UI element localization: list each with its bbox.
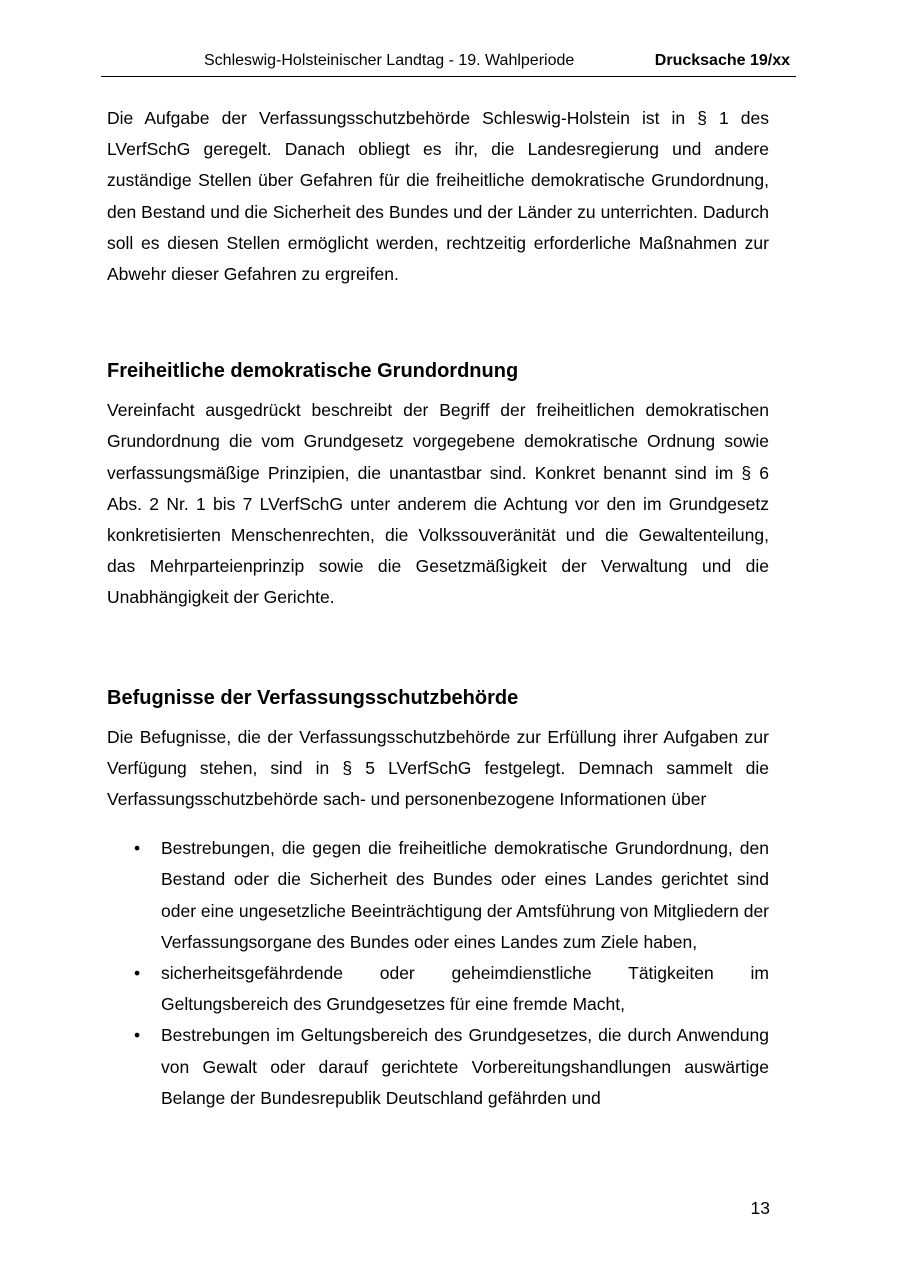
section-heading-befugnisse: Befugnisse der Verfassungsschutzbehörde xyxy=(107,686,519,709)
header-title: Schleswig-Holsteinischer Landtag - 19. Wahlperiode xyxy=(204,52,575,69)
list-item xyxy=(107,1020,769,1114)
document-body xyxy=(107,103,769,1114)
document-number: Drucksache 19/xx xyxy=(654,52,790,69)
list-item-text: Bestrebungen im Geltungsbereich des Grundgesetzes, die durch Anwendung von Gewalt oder darauf gerichtete Vorbereitungshandlungen auswärtige Belange der Bundesrepublik Deutschland gefährden und xyxy=(161,1025,769,1108)
list-item xyxy=(107,958,769,1020)
bullet-icon: • xyxy=(134,963,141,984)
section-paragraph-befugnisse: Die Befugnisse, die der Verfassungsschutzbehörde zur Erfüllung ihrer Aufgaben zur Verfügung stehen, sind in § 5 LVerfSchG festgelegt. Demnach sammelt die Verfassungsschutzbehörde sach- und personenbezogene Informationen über xyxy=(107,726,769,810)
bullet-list xyxy=(107,833,769,1114)
page-number: 13 xyxy=(750,1198,770,1218)
bullet-icon: • xyxy=(134,1025,141,1046)
list-item xyxy=(107,833,769,958)
list-item-text: Bestrebungen, die gegen die freiheitliche demokratische Grundordnung, den Bestand oder die Sicherheit des Bundes oder eines Landes gerichtet sind oder eine ungesetzliche Beeinträchtigung der Amtsführung von Mitgliedern der Verfassungsorgane des Bundes oder eines Landes zum Ziele haben, xyxy=(161,838,770,952)
page-header xyxy=(101,50,796,77)
list-item-text: sicherheitsgefährdende oder geheimdienstliche Tätigkeiten im Geltungsbereich des Grundgesetzes für eine fremde Macht, xyxy=(161,963,769,1015)
bullet-icon: • xyxy=(134,838,141,859)
section-heading-grundordnung: Freiheitliche demokratische Grundordnung xyxy=(107,360,519,383)
intro-paragraph: Die Aufgabe der Verfassungsschutzbehörde Schleswig-Holstein ist in § 1 des LVerfSchG geregelt. Danach obliegt es ihr, die Landesregierung und andere zuständige Stellen über Gefahren für die freiheitliche demokratische Grundordnung, den Bestand und die Sicherheit des Bundes und der Länder zu unterrichten. Dadurch soll es diesen Stellen ermöglicht werden, rechtzeitig erforderliche Maßnahmen zur Abwehr dieser Gefahren zu ergreifen. xyxy=(107,108,769,285)
section-paragraph-grundordnung: Vereinfacht ausgedrückt beschreibt der Begriff der freiheitlichen demokratischen Grundordnung die vom Grundgesetz vorgegebene demokratische Ordnung sowie verfassungsmäßige Prinzipien, die unantastbar sind. Konkret benannt sind im § 6 Abs. 2 Nr. 1 bis 7 LVerfSchG unter anderem die Achtung vor den im Grundgesetz konkretisierten Menschenrechten, die Volkssouveränität und die Gewaltenteilung, das Mehrparteienprinzip sowie die Gesetzmäßigkeit der Verwaltung und die Unabhängigkeit der Gerichte. xyxy=(107,400,769,608)
